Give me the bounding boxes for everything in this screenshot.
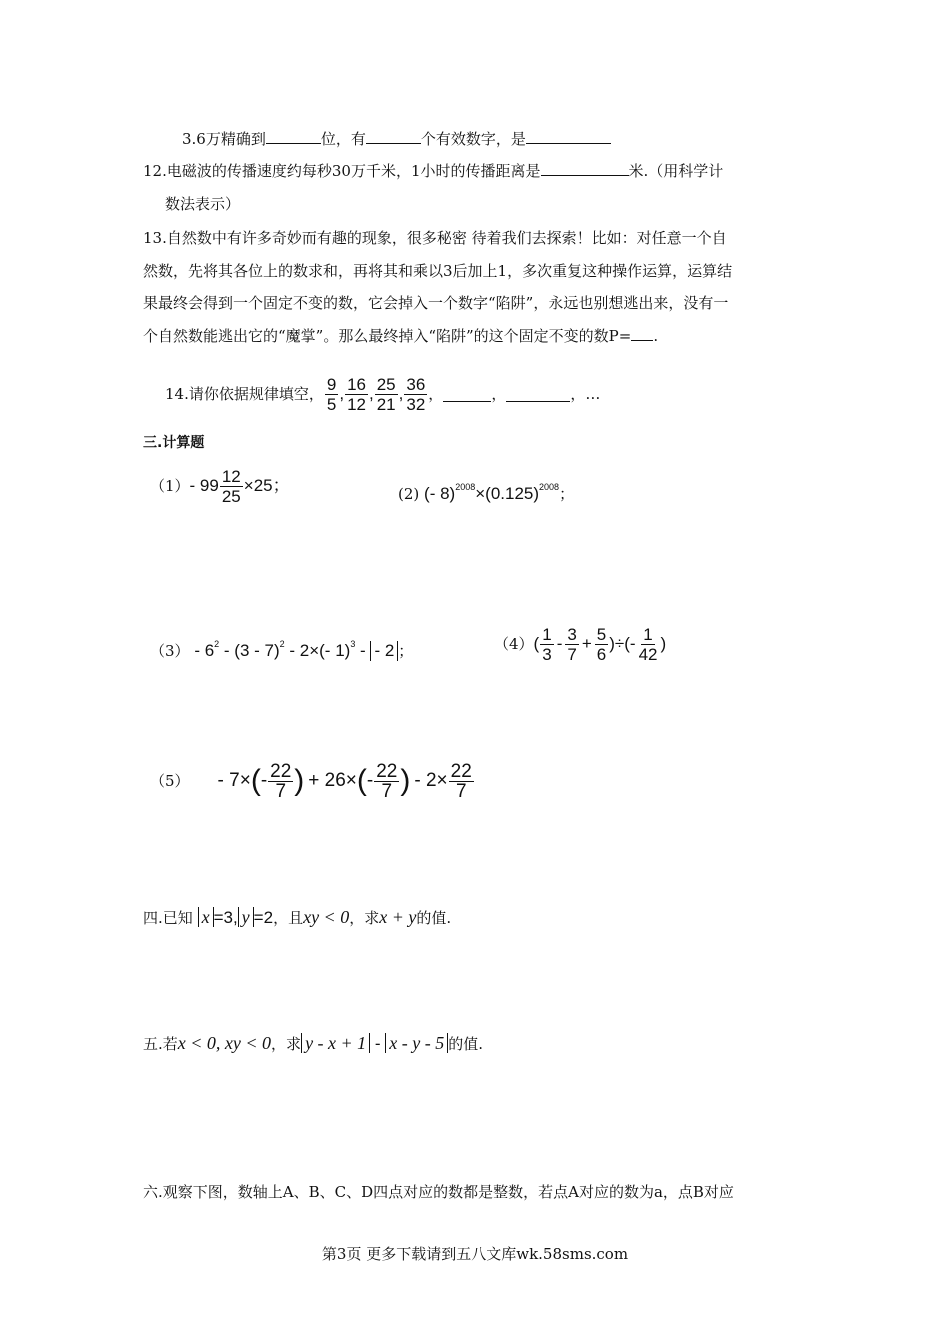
question-12-line2: 数法表示） xyxy=(165,195,241,213)
sequence-fraction: $\frac{9}{5}$ xyxy=(326,374,337,414)
answer-blank[interactable] xyxy=(541,160,629,176)
question-12: 12.电磁波的传播速度约每秒30万千米，1小时的传播距离是 米.（用科学计 xyxy=(143,162,724,180)
answer-blank[interactable] xyxy=(631,325,653,341)
calc-problem-4: （4） ( $\frac{1}{3}$ - $\frac{3}{7}$ + $\frac{5}{6}$ )÷(- $\frac{1}{42}$ ) xyxy=(494,624,667,664)
calc-problem-2: (2) (- $8)^{2008}\times(0.125)^{2008}$； xyxy=(398,482,575,503)
question-14: 14.请你依据规律填空， $\frac{9}{5}$ , $\frac{16}{12}$ , $\frac{25}{21}$ , $\frac{36}{32}$ ， ， ，… xyxy=(165,374,601,414)
sequence-fraction: $\frac{36}{32}$ xyxy=(406,374,426,414)
question-5: 五.若x < 0, xy < 0，求 y - x + 1 - x - y - 5 的值. xyxy=(143,1033,484,1053)
answer-blank[interactable] xyxy=(506,386,570,402)
question-4: 四.已知 x =3, y =2，且xy < 0，求x + y的值. xyxy=(143,907,452,927)
question-11-part: 3.6万精确到 位，有 个有效数字，是 xyxy=(182,128,611,150)
calc-problem-3: $(3) - 6^2 - (3 - 7)^2 - 2\times(-$ 1)$^3$ - - 2 ； xyxy=(150,639,414,660)
question-6: 六.观察下图，数轴上A、B、C、D四点对应的数都是整数，若点A对应的数为a，点B对应 xyxy=(143,1183,734,1201)
question-13: 13.自然数中有许多奇妙而有趣的现象，很多秘密 待着我们去探索！比如：对任意一个自 然数，先将其各位上的数求和，再将其和乘以3后加上1，多次重复这种操作运算，运算结 果最终会得到一个固定不变的数，它会掉入一个数字“陷阱”，永远也别想逃出来，没有一 个自然数能逃出它的“魔掌”。那么最终掉入“陷阱”的这个固定不变的数P= . xyxy=(143,229,733,345)
section-title: 三.计算题 xyxy=(143,435,205,451)
answer-blank[interactable] xyxy=(526,128,611,144)
answer-blank[interactable] xyxy=(266,128,321,144)
calc-problem-1: （1） - 99 $\frac{12}{25}$ ×25； xyxy=(150,466,290,506)
answer-blank[interactable] xyxy=(443,386,491,402)
sequence-fraction: $\frac{16}{12}$ xyxy=(347,374,366,414)
sequence-fraction: $\frac{25}{21}$ xyxy=(376,374,396,414)
calc-problem-5: （5） - 7× ( - $\frac{22}{7}$ ) + 26× ( - $\frac{22}{7}$ ) - 2× $\frac{22}{7}$ xyxy=(150,760,472,802)
answer-blank[interactable] xyxy=(366,128,421,144)
page-footer: 第3页 更多下载请到五八文库wk.58sms.com xyxy=(321,1245,629,1263)
